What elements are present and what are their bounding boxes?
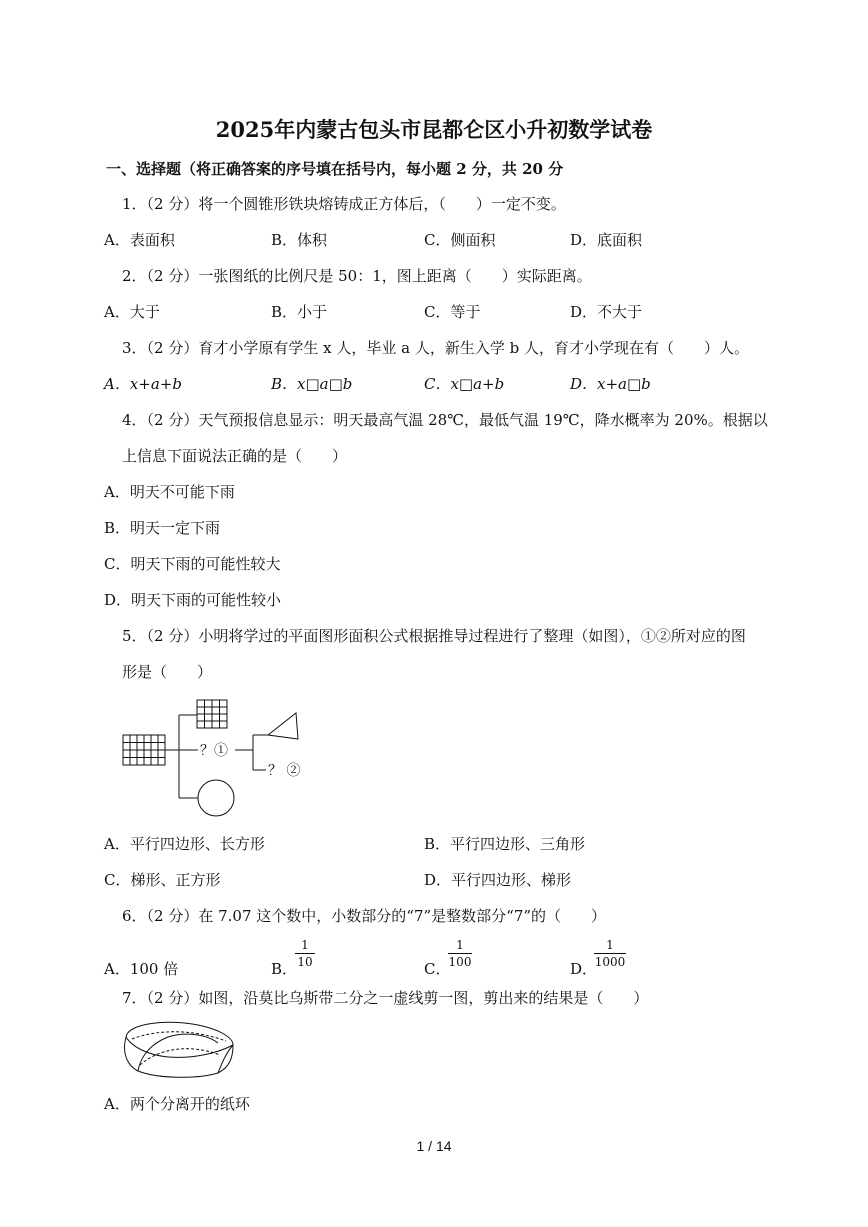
question-6-fraction-b: 1 10 [295,938,315,969]
question-5-option-b: B．平行四边形、三角形 [424,835,586,853]
question-1-option-d: D．底面积 [570,231,643,249]
question-7-option-a: A．两个分离开的纸环 [104,1095,250,1113]
page-number: 1 / 14 [416,1138,452,1154]
question-4-option-b: B．明天一定下雨 [104,519,221,537]
figure-label-2: ？ ② [268,763,301,779]
figure-label-1: ？① [200,743,228,759]
triangle-shape [268,713,298,739]
question-2-option-c: C．等于 [424,303,481,321]
question-1-stem: 1．（2 分）将一个圆锥形铁块熔铸成正方体后，（ ）一定不变。 [122,195,566,213]
page-title: 2025年内蒙古包头市昆都仑区小升初数学试卷 [215,117,653,142]
question-2-stem: 2．（2 分）一张图纸的比例尺是 50：1，图上距离（ ）实际距离。 [122,267,592,285]
question-5-stem-line1: 5．（2 分）小明将学过的平面图形面积公式根据推导过程进行了整理（如图），①②所对应的图 [122,627,746,645]
area-derivation-diagram [118,695,318,820]
question-5-option-c: C．梯形、正方形 [104,871,221,889]
left-grid-rectangle [123,735,165,765]
question-3-option-d: D．x+a□b [570,375,651,393]
section-heading: 一、选择题（将正确答案的序号填在括号内，每小题 2 分，共 20 分 [106,160,564,178]
question-4-option-c: C．明天下雨的可能性较大 [104,555,281,573]
question-2-option-a: A．大于 [104,303,160,321]
question-3-option-b: B．x□a□b [271,375,353,393]
question-3-option-a: A．x+a+b [104,375,182,393]
question-4-option-d: D．明天下雨的可能性较小 [104,591,282,609]
mobius-strip-figure [118,1015,243,1083]
question-5-option-d: D．平行四边形、梯形 [424,871,572,889]
question-6-option-b: B． [271,960,298,978]
question-1-option-c: C．侧面积 [424,231,496,249]
question-2-option-b: B．小于 [271,303,328,321]
circle-shape [198,780,234,816]
question-6-option-c: C． [424,960,451,978]
question-3-option-c: C．x□a+b [424,375,505,393]
question-2-option-d: D．不大于 [570,303,643,321]
question-4-option-a: A．明天不可能下雨 [104,483,235,501]
question-5-stem-line2: 形是（ ） [122,663,213,681]
question-5-option-a: A．平行四边形、长方形 [104,835,265,853]
question-6-option-a: A．100 倍 [104,960,179,978]
question-6-option-d: D． [570,960,598,978]
question-4-stem-line1: 4．（2 分）天气预报信息显示：明天最高气温 28℃，最低气温 19℃，降水概率为 20%。根据以 [122,411,768,429]
question-6-fraction-d: 1 1000 [594,938,626,969]
question-6-fraction-c: 1 100 [448,938,472,969]
question-6-stem: 6．（2 分）在 7.07 这个数中，小数部分的“7”是整数部分“7”的（ ） [122,907,607,925]
top-grid-square [197,700,227,728]
question-4-stem-line2: 上信息下面说法正确的是（ ） [122,447,348,465]
question-7-stem: 7．（2 分）如图，沿莫比乌斯带二分之一虚线剪一图，剪出来的结果是（ ） [122,989,649,1007]
question-1-option-b: B．体积 [271,231,328,249]
question-1-option-a: A．表面积 [104,231,175,249]
question-3-stem: 3．（2 分）育才小学原有学生 x 人，毕业 a 人，新生入学 b 人，育才小学现在有（ ）人。 [122,339,749,357]
